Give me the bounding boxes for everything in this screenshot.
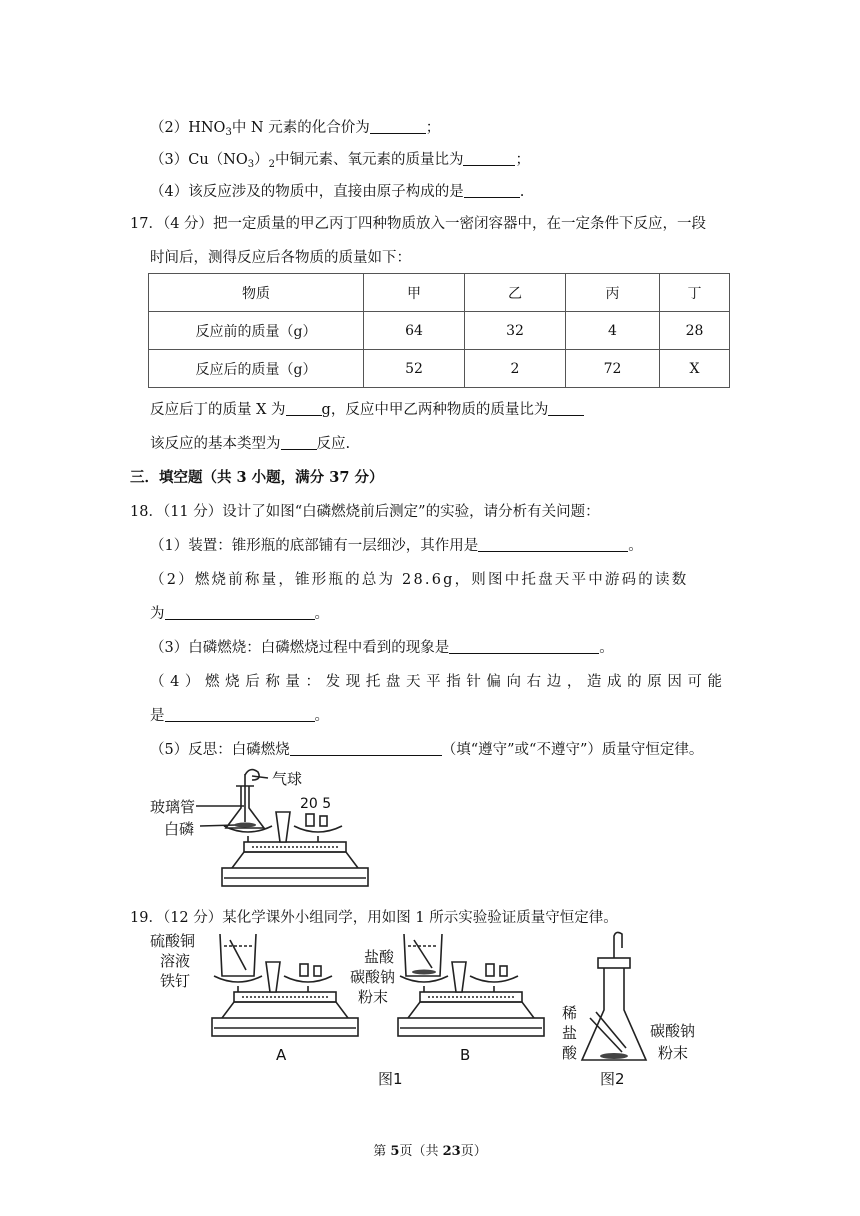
fig2-caption: 图2 [600,1070,625,1088]
powder-label: 粉末 [358,988,389,1006]
acid-label: 酸 [562,1044,578,1062]
q17-text: 反应后丁的质量 X 为 [150,402,286,418]
table-header-row [149,274,730,312]
punct: ； [515,152,530,168]
subscript: 3 [247,159,255,170]
table-cell: 72 [566,350,660,388]
q17-text: g，反应中甲乙两种物质的质量比为 [321,402,549,418]
q18-part2-cont [150,602,329,623]
q18-part4: （4）燃烧后称量：发现托盘天平指针偏向右边，造成的原因可能 [150,674,728,690]
table-header: 物质 [149,274,364,312]
table-cell: 28 [660,312,730,350]
q18-part5 [150,738,703,759]
answer-blank[interactable] [478,537,628,552]
total-pages: 23 [442,1144,461,1159]
table-cell: X [660,350,730,388]
q18-part4-cont [150,704,329,725]
weights-label: 20 5 [300,796,332,812]
q16-p4-text: （4）该反应涉及的物质中，直接由原子构成的是 [150,184,464,200]
q18-text: （1）装置：锥形瓶的底部铺有一层细沙，其作用是 [150,538,479,554]
q16-part2 [150,116,440,138]
q17-text: 该反应的基本类型为 [150,436,281,452]
q16-part3 [150,148,530,170]
q18-part1 [150,534,643,555]
q17-text: 反应. [316,436,351,452]
q17-stem-line2: 时间后，测得反应后各物质的质量如下： [150,250,411,266]
iron-nail-label: 铁钉 [160,972,191,990]
q18-text: 是 [150,708,165,724]
q18-part2: （2）燃烧前称量，锥形瓶的总为 28.6g，则图中托盘天平中游码的读数 [150,572,689,588]
table-cell: 32 [465,312,566,350]
footer-text: 页（共 [399,1144,443,1159]
dilute-label: 稀 [562,1004,578,1022]
copper-sulfate-label: 硫酸铜 [150,932,196,950]
balloon-label: 气球 [272,770,303,788]
table-cell: 52 [364,350,465,388]
q17-question-line2 [150,432,350,453]
q18-title: 18．（11 分）设计了如图“白磷燃烧前后测定”的实验，请分析有关问题： [130,504,600,520]
answer-blank[interactable] [281,435,317,450]
salt-label: 盐 [562,1024,578,1042]
answer-blank[interactable] [165,605,315,620]
q16-p3-text: ） [254,152,269,168]
solution-label: 溶液 [160,952,191,970]
table-header: 丁 [660,274,730,312]
fig2-powder-label: 粉末 [658,1044,689,1062]
subscript: 3 [225,127,232,138]
q18-text: （5）反思：白磷燃烧 [150,742,290,758]
table-cell: 2 [465,350,566,388]
hydrochloric-acid-label: 盐酸 [364,948,395,966]
page-number: 5 [390,1144,400,1159]
answer-blank[interactable] [464,183,520,198]
answer-blank[interactable] [290,741,442,756]
punct: . [519,184,525,200]
fig-a-caption: A [276,1046,287,1064]
q17-stem-line1: 17．（4 分）把一定质量的甲乙丙丁四种物质放入一密闭容器中，在一定条件下反应，一段 [130,216,707,232]
sodium-carbonate-label: 碳酸钠 [350,968,396,986]
table-cell: 4 [566,312,660,350]
punct: 。 [314,606,329,622]
answer-blank[interactable] [548,401,584,416]
fig2-sodium-carbonate-label: 碳酸钠 [650,1022,696,1040]
white-phosphorus-label: 白磷 [164,820,195,838]
answer-blank[interactable] [370,119,426,134]
table-header: 甲 [364,274,465,312]
answer-blank[interactable] [286,401,322,416]
punct: 。 [599,640,614,656]
q16-p2-text: 中 N 元素的化合价为 [231,120,370,136]
table-header: 丙 [566,274,660,312]
section-heading: 三．填空题（共 3 小题，满分 37 分） [130,469,384,486]
punct: 。 [628,538,643,554]
q16-p3-text: 中铜元素、氧元素的质量比为 [274,152,464,168]
q18-text: （3）白磷燃烧：白磷燃烧过程中看到的现象是 [150,640,450,656]
fig1-caption: 图1 [378,1070,403,1088]
table-header: 乙 [465,274,566,312]
answer-blank[interactable] [165,707,315,722]
page-footer [0,1140,860,1159]
footer-text: 第 [373,1144,391,1159]
punct: 。 [314,708,329,724]
answer-blank[interactable] [463,151,515,166]
punct: ； [425,120,441,136]
q17-question-line1 [150,398,584,419]
q18-part3 [150,636,614,657]
table-row [149,350,730,388]
q16-p2-text: （2）HNO [150,120,226,136]
q18-text: （填“遵守”或“不遵守”）质量守恒定律。 [441,742,704,758]
table-row [149,312,730,350]
q18-text: 为 [150,606,165,622]
table-cell: 反应后的质量（g） [149,350,364,388]
mass-table [148,273,730,388]
q19-title: 19．（12 分）某化学课外小组同学，用如图 1 所示实验验证质量守恒定律。 [130,910,618,926]
table-cell: 反应前的质量（g） [149,312,364,350]
answer-blank[interactable] [449,639,599,654]
fig-b-caption: B [460,1046,471,1064]
q16-p3-text: （3）Cu（NO [150,152,248,168]
subscript: 2 [268,159,275,170]
footer-text: 页） [460,1144,487,1159]
q16-part4 [150,180,524,201]
table-cell: 64 [364,312,465,350]
glass-tube-label: 玻璃管 [150,798,196,816]
